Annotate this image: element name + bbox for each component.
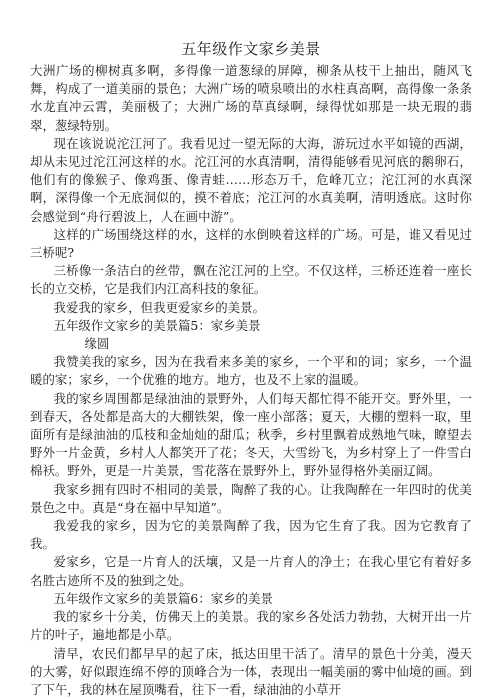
paragraph: 我的家乡周围都是绿油油的景野外，人们每天都忙得不能开交。野外里，一到春天，各处都是高大的大棚铁架，像一座小部落；夏天，大棚的塑料一取，里面所有是绿油油的瓜枝和金灿灿的甜瓜；秋季，乡村里飘着成熟地气味，瞭望去野外一片金黄，乡村人人都笑开了花；冬天，大雪纷飞，为乡村穿上了一件雪白棉袄。野外，更是一片美景，雪花落在景野外上，野外显得格外美丽辽阔。 bbox=[30, 390, 472, 481]
section-heading: 五年级作文家乡的美景篇6：家乡的美景 bbox=[30, 590, 472, 608]
author-name: 缘圆 bbox=[30, 335, 472, 353]
paragraph: 我爱我的家乡，因为它的美景陶醉了我，因为它生育了我。因为它教育了我。 bbox=[30, 517, 472, 553]
paragraph: 三桥像一条洁白的丝带，飘在沱江河的上空。不仅这样，三桥还连着一座长长的立交桥，它是我们内江高科技的象征。 bbox=[30, 262, 472, 298]
paragraph: 清早，农民们都早早的起了床，抵达田里干活了。清早的景色十分美，漫天的大雾，好似跟连绵不停的顶峰合为一体，表现出一幅美丽的雾中仙境的画。到了下午，我的林在屋顶嘴看，往下一看，绿油油的小草开 bbox=[30, 645, 472, 699]
paragraph: 我爱我的家乡，但我更爱家乡的美景。 bbox=[30, 299, 472, 317]
paragraph: 这样的广场围绕这样的水，这样的水倒映着这样的广场。可是，谁又看见过三桥呢? bbox=[30, 226, 472, 262]
paragraph: 我家乡拥有四时不相同的美景，陶醉了我的心。让我陶醉在一年四时的优美景色之中。真是“身在福中早知道”。 bbox=[30, 481, 472, 517]
paragraph: 我的家乡十分美，仿佛天上的美景。我的家乡各处活力勃勃，大树开出一片片的叶子，遍地都是小草。 bbox=[30, 608, 472, 644]
paragraph: 我赞美我的家乡，因为在我看来多美的家乡，一个平和的词；家乡，一个温暖的家；家乡，一个优雅的地方。地方，也及不上家的温暖。 bbox=[30, 353, 472, 389]
paragraph: 现在该说说沱江河了。我看见过一望无际的大海，游玩过水平如镜的西湖，却从未见过沱江河这样的水。沱江河的水真清啊，清得能够看见河底的鹅卵石，他们有的像猴子、像鸡蛋、像青蛙……形态万千，危峰兀立；沱江河的水真深啊，深得像一个无底洞似的，摸不着底；沱江河的水真美啊，清明透底。这时你会感觉到“舟行碧波上，人在画中游”。 bbox=[30, 135, 472, 226]
paragraph: 爱家乡，它是一片育人的沃壤，又是一片育人的净土；在我心里它有着好多名胜古迹所不及的独到之处。 bbox=[30, 553, 472, 589]
document-title: 五年级作文家乡美景 bbox=[30, 40, 472, 58]
section-heading: 五年级作文家乡的美景篇5：家乡美景 bbox=[30, 317, 472, 335]
paragraph: 大洲广场的柳树真多啊，多得像一道葱绿的屏障，柳条从枝干上抽出，随风飞舞，构成了一道美丽的景色；大洲广场的喷泉喷出的水柱真高啊，高得像一条条水龙直冲云霄，美丽极了；大洲广场的草真绿啊，绿得忧如那是一块无瑕的翡翠，葱绿特别。 bbox=[30, 62, 472, 135]
document-body bbox=[30, 62, 472, 699]
